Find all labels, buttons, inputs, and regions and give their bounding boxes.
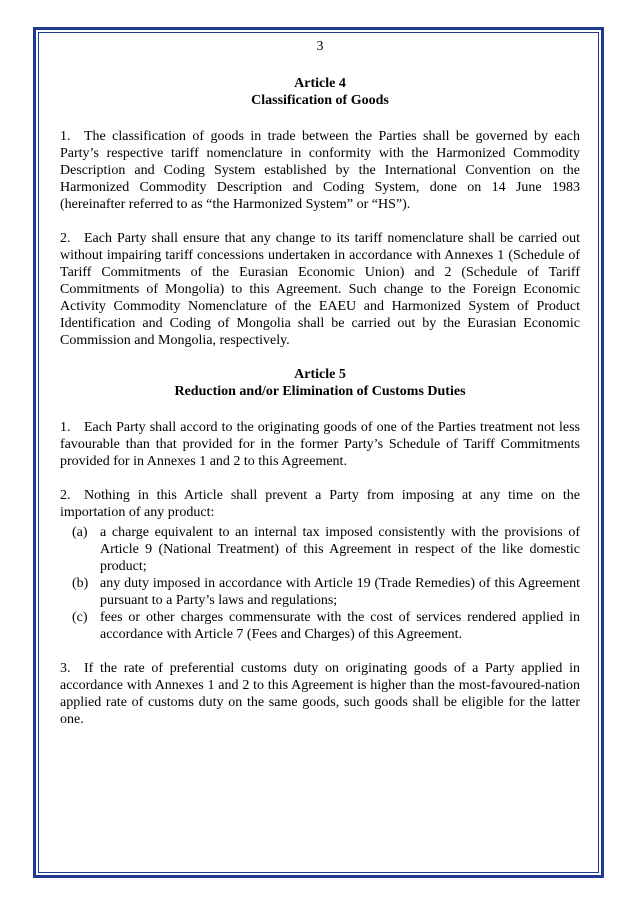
paragraph-text: If the rate of preferential customs duty on originating goods of a Party applied in accordance with Annexes 1 and 2 to this Agreement is higher than the most-favoured-nation applied rate of customs duty on the same goods, such goods shall be eligible for the latter one. <box>60 661 580 727</box>
item-text: fees or other charges commensurate with the cost of services rendered applied in accordance with Article 7 (Fees and Charges) of this Agreement. <box>100 610 580 642</box>
paragraph-text: Nothing in this Article shall prevent a Party from imposing at any time on the importation of any product: <box>60 488 580 520</box>
article5-paragraph-3 <box>60 660 580 728</box>
page-number: 3 <box>316 39 324 54</box>
article5-item-list <box>60 524 580 643</box>
item-label: (a) <box>72 525 88 540</box>
article5-paragraph-2 <box>60 487 580 521</box>
paragraph-number: 2. <box>60 488 71 503</box>
list-item <box>60 575 580 609</box>
article4-paragraph-1 <box>60 128 580 213</box>
document-body <box>60 38 580 745</box>
paragraph-number: 3. <box>60 661 71 676</box>
article4-subtitle: Classification of Goods <box>251 93 389 108</box>
item-label: (c) <box>72 610 88 625</box>
item-text: a charge equivalent to an internal tax imposed consistently with the provisions of Article 9 (National Treatment) of this Agreement in respect of the like domestic product; <box>100 525 580 574</box>
article5-title: Article 5 <box>294 367 346 382</box>
item-text: any duty imposed in accordance with Article 19 (Trade Remedies) of this Agreement pursuant to a Party’s laws and regulations; <box>100 576 580 608</box>
list-item <box>60 524 580 575</box>
article4-paragraph-2 <box>60 230 580 349</box>
paragraph-text: Each Party shall accord to the originating goods of one of the Parties treatment not less favourable than that provided for in the former Party’s Schedule of Tariff Commitments provided for in Annexes 1 and 2 to this Agreement. <box>60 420 580 469</box>
item-label: (b) <box>72 576 89 591</box>
article5-subtitle: Reduction and/or Elimination of Customs Duties <box>174 384 466 399</box>
list-item <box>60 609 580 643</box>
paragraph-number: 2. <box>60 231 71 246</box>
article4-title: Article 4 <box>294 76 346 91</box>
paragraph-text: The classification of goods in trade between the Parties shall be governed by each Party’s respective tariff nomenclature in conformity with the Harmonized Commodity Description and Coding System established by the International Convention on the Harmonized Commodity Description and Coding System, done on 14 June 1983 (hereinafter referred to as “the Harmonized System” or “HS”). <box>60 129 580 212</box>
paragraph-text: Each Party shall ensure that any change to its tariff nomenclature shall be carried out without impairing tariff concessions undertaken in accordance with Annexes 1 (Schedule of Tariff Commitments of the Eurasian Economic Union) and 2 (Schedule of Tariff Commitments of Mongolia) to this Agreement. Such change to the Foreign Economic Activity Commodity Nomenclature of the EAEU and Harmonized System of Product Identification and Coding of Mongolia shall be carried out by the Eurasian Economic Commission and Mongolia, respectively. <box>60 231 580 348</box>
paragraph-number: 1. <box>60 420 71 435</box>
article5-paragraph-1 <box>60 419 580 470</box>
paragraph-number: 1. <box>60 129 71 144</box>
